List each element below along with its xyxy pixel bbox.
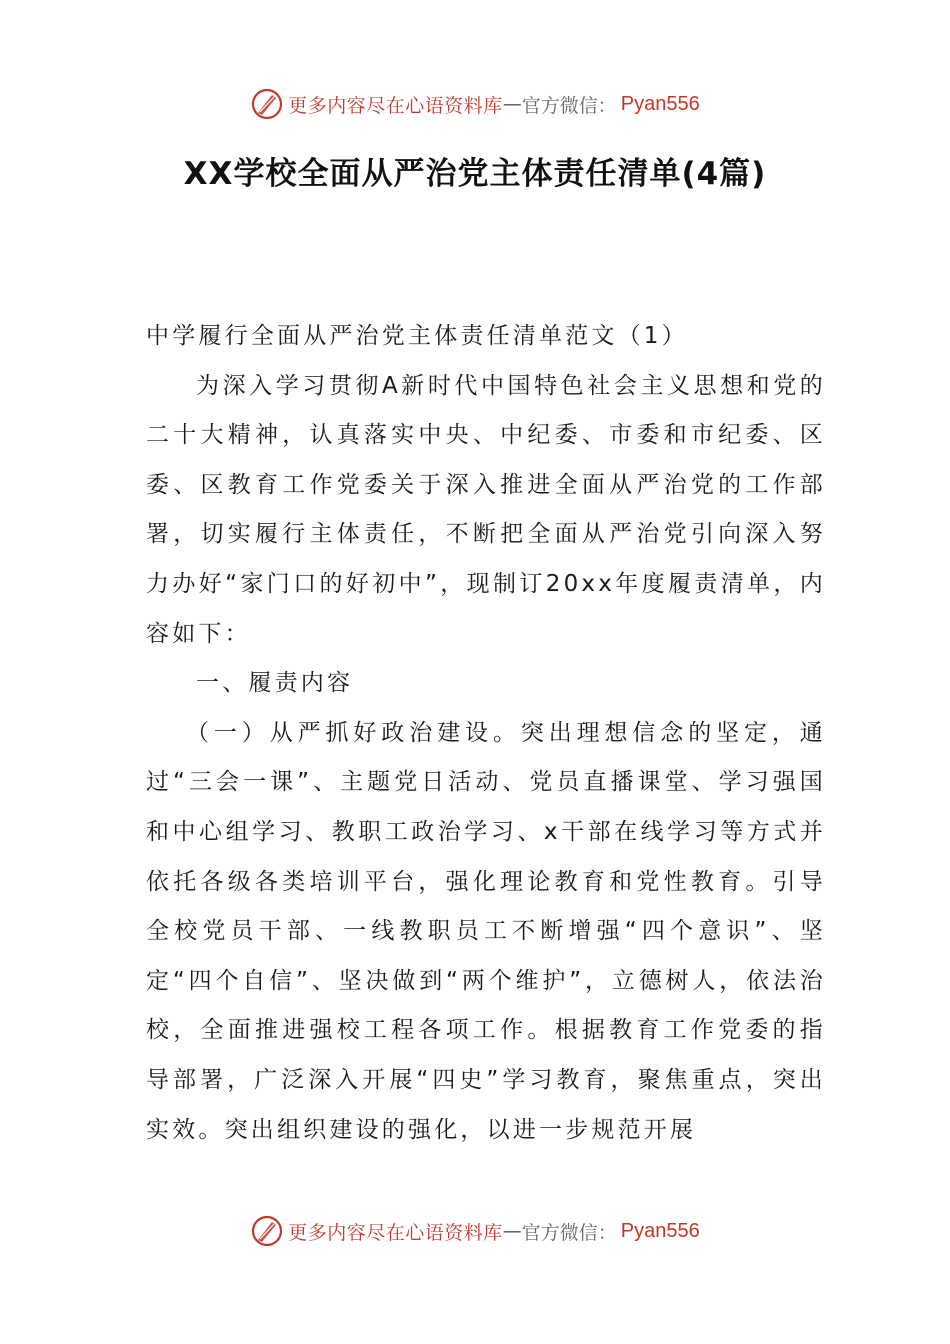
banner-wechat-label: 官方微信：: [521, 94, 617, 117]
banner-wechat-label: 官方微信：: [521, 1221, 617, 1244]
paragraph-political-building: （一）从严抓好政治建设。突出理想信念的坚定，通过“三会一课”、主题党日活动、党员直播课堂、学习强国和中心组学习、教职工政治学习、x干部在线学习等方式并依托各级各类培训平台，强化理论教育和党性教育。引导全校党员干部、一线教职员工不断增强“四个意识”、坚定“四个自信”、坚决做到“两个维护”，立德树人，依法治校，全面推进强校工程各项工作。根据教育工作党委的指导部署，广泛深入开展“四史”学习教育，聚焦重点，突出实效。突出组织建设的强化，以进一步规范开展: [146, 719, 826, 1143]
banner-brand-text: 更多内容尽在心语资料库: [288, 1221, 503, 1244]
document-body: [146, 312, 826, 1155]
quill-logo-icon: [250, 1214, 284, 1248]
document-subtitle: 中学履行全面从严治党主体责任清单范文（1）: [146, 323, 688, 349]
footer-banner: [0, 1211, 950, 1251]
document-title: XX学校全面从严治党主体责任清单(4篇): [183, 156, 767, 192]
banner-dash: —: [502, 1220, 522, 1242]
banner-dash: —: [502, 93, 522, 115]
header-banner: [0, 84, 950, 124]
banner-wechat-id: Pyan556: [620, 92, 700, 115]
section-heading: 一、履责内容: [196, 670, 354, 697]
banner-brand-text: 更多内容尽在心语资料库: [288, 94, 503, 117]
banner-wechat-id: Pyan556: [620, 1219, 700, 1242]
quill-logo-icon: [250, 87, 284, 121]
paragraph-intro: 为深入学习贯彻A新时代中国特色社会主义思想和党的二十大精神，认真落实中央、中纪委、市委和市纪委、区委、区教育工作党委关于深入推进全面从严治党的工作部署，切实履行主体责任，不断把全面从严治党引向深入努力办好“家门口的好初中”，现制订20xx年度履责清单，内容如下：: [146, 372, 826, 647]
